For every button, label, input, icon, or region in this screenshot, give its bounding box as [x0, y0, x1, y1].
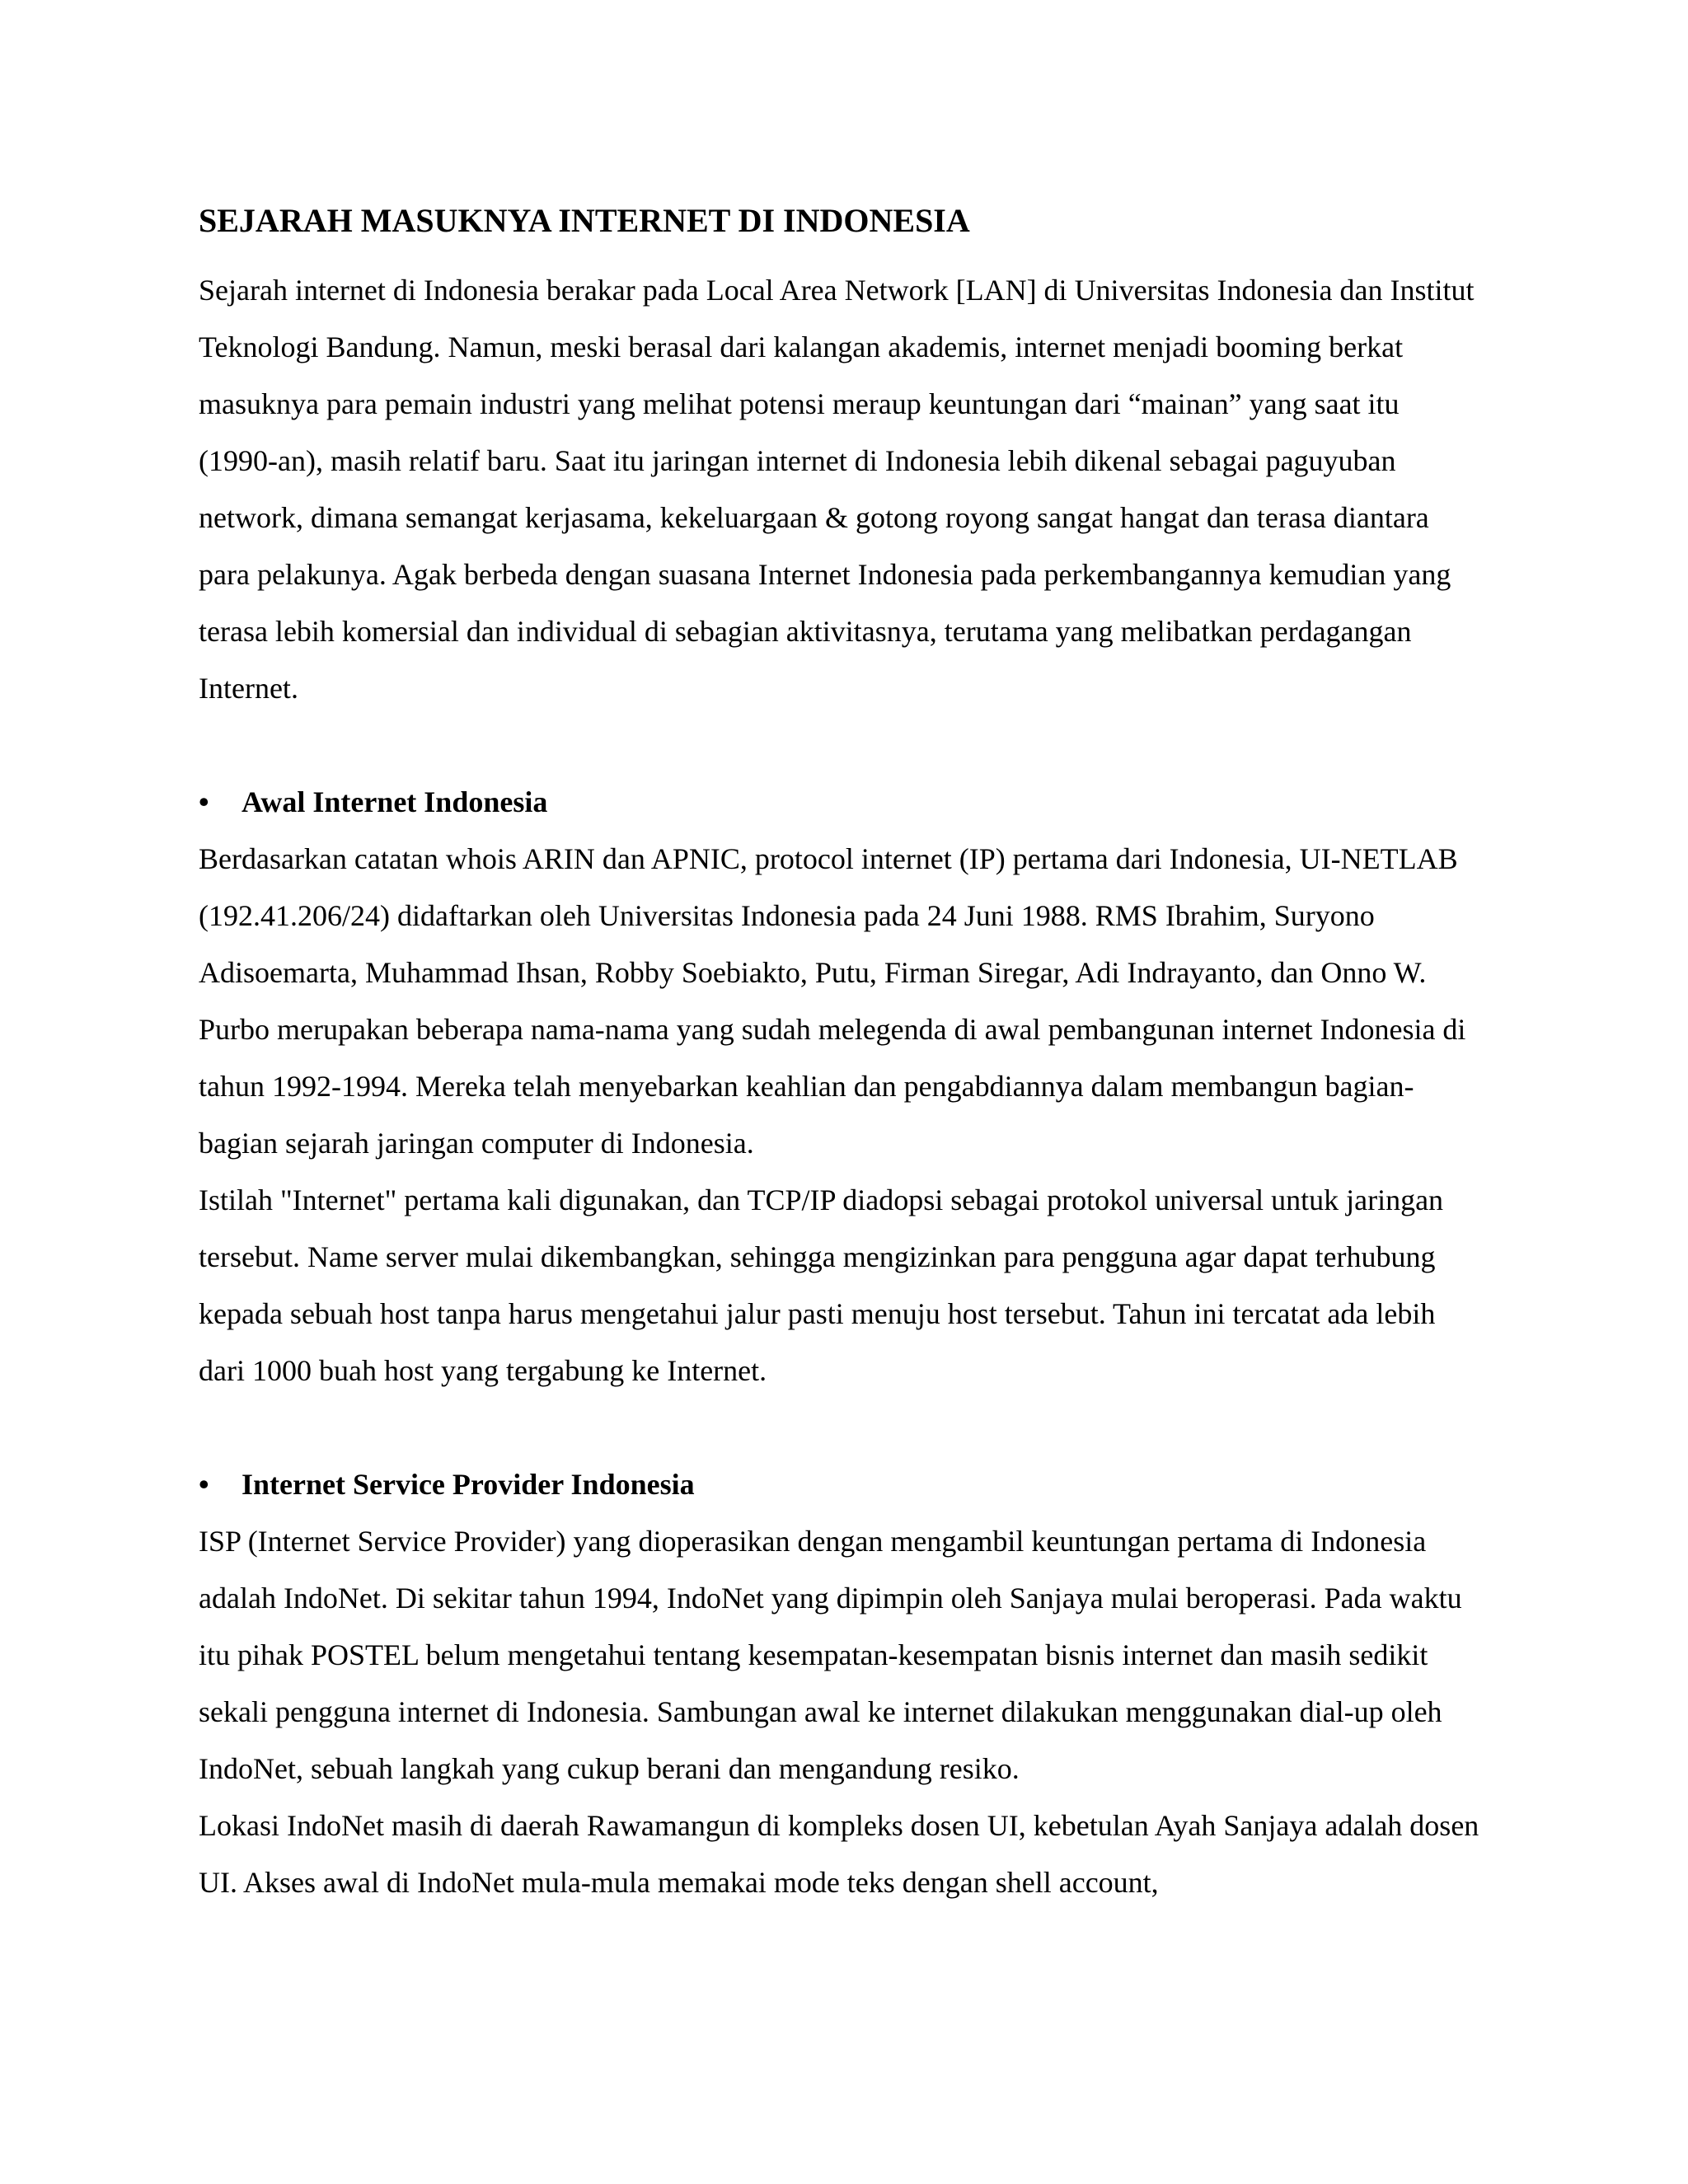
section-paragraph: Berdasarkan catatan whois ARIN dan APNIC, protocol internet (IP) pertama dari Indonesia, UI-NETLAB (192.41.206/24) didaftarkan oleh Universitas Indonesia pada 24 Juni 1988. RMS Ibrahim, Suryono Adisoemarta, Muhammad Ihsan, Robby Soebiakto, Putu, Firman Siregar, Adi Indrayanto, dan Onno W. Purbo merupakan beberapa nama-nama yang sudah melegenda di awal pembangunan internet Indonesia di tahun 1992-1994. Mereka telah menyebarkan keahlian dan pengabdiannya dalam membangun bagian-bagian sejarah jaringan computer di Indonesia.: [199, 842, 1466, 1160]
section-paragraph: Lokasi IndoNet masih di daerah Rawamangun di kompleks dosen UI, kebetulan Ayah Sanjaya adalah dosen UI. Akses awal di IndoNet mula-mula memakai mode teks dengan shell account,: [199, 1809, 1479, 1899]
section-isp-indonesia: [199, 1456, 1484, 1911]
section-heading-label: Awal Internet Indonesia: [241, 785, 548, 818]
section-heading: [199, 774, 1484, 831]
section-paragraph: ISP (Internet Service Provider) yang dioperasikan dengan mengambil keuntungan pertama di Indonesia adalah IndoNet. Di sekitar tahun 1994, IndoNet yang dipimpin oleh Sanjaya mulai beroperasi. Pada waktu itu pihak POSTEL belum mengetahui tentang kesempatan-kesempatan bisnis internet dan masih sedikit sekali pengguna internet di Indonesia. Sambungan awal ke internet dilakukan menggunakan dial-up oleh IndoNet, sebuah langkah yang cukup berani dan mengandung resiko.: [199, 1525, 1462, 1785]
page-title: SEJARAH MASUKNYA INTERNET DI INDONESIA: [199, 202, 970, 239]
section-heading: [199, 1456, 1484, 1513]
section-awal-internet: [199, 774, 1484, 1399]
bullet-icon: •: [199, 1468, 209, 1501]
section-heading-label: Internet Service Provider Indonesia: [241, 1468, 695, 1501]
document-body: [199, 194, 1484, 1911]
bullet-icon: •: [199, 785, 209, 818]
intro-paragraph: Sejarah internet di Indonesia berakar pada Local Area Network [LAN] di Universitas Indonesia dan Institut Teknologi Bandung. Namun, meski berasal dari kalangan akademis, internet menjadi booming berkat masuknya para pemain industri yang melihat potensi meraup keuntungan dari “mainan” yang saat itu (1990-an), masih relatif baru. Saat itu jaringan internet di Indonesia lebih dikenal sebagai paguyuban network, dimana semangat kerjasama, kekeluargaan & gotong royong sangat hangat dan terasa diantara para pelakunya. Agak berbeda dengan suasana Internet Indonesia pada perkembangannya kemudian yang terasa lebih komersial dan individual di sebagian aktivitasnya, terutama yang melibatkan perdagangan Internet.: [199, 274, 1475, 705]
section-paragraph: Istilah "Internet" pertama kali digunakan, dan TCP/IP diadopsi sebagai protokol universal untuk jaringan tersebut. Name server mulai dikembangkan, sehingga mengizinkan para pengguna agar dapat terhubung kepada sebuah host tanpa harus mengetahui jalur pasti menuju host tersebut. Tahun ini tercatat ada lebih dari 1000 buah host yang tergabung ke Internet.: [199, 1183, 1444, 1387]
